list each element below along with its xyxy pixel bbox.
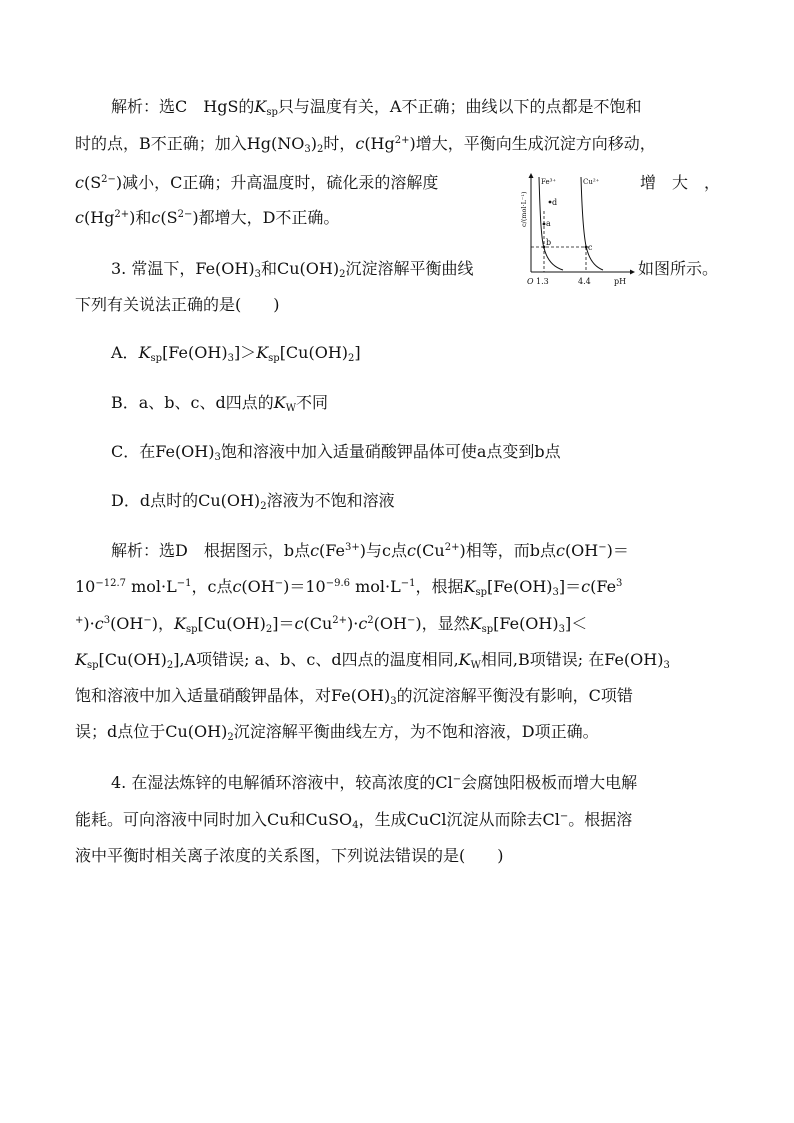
fe-label: Fe³⁺ xyxy=(541,178,557,186)
point-c xyxy=(585,246,588,249)
cu-label: Cu²⁺ xyxy=(583,178,600,186)
text-line: 解析：选C HgS的$K_{sp}$只与温度有关，A不正确；曲线以下的点都是不饱和 xyxy=(111,97,642,118)
text-line: $10^{-12.7}$ $mol\cdot L^{-1}$，c点$c(OH^-)=10^{-9.6}$ $mol\cdot L^{-1}$，根据$K_{sp}[Fe(OH)_3]=c(Fe^3$ xyxy=(75,577,623,598)
text-line: 饱和溶液中加入适量硝酸钾晶体，对$Fe(OH)_3$的沉淀溶解平衡没有影响，C项错 xyxy=(75,686,633,707)
point-b xyxy=(543,246,546,249)
text-line: $K_{sp}[Cu(OH)_2],A$项错误; a、b、c、d四点的温度相同$,K_W$相同,B项错误; 在$Fe(OH)_3$ xyxy=(75,650,670,671)
fe-curve xyxy=(539,177,563,270)
text-line: $c(S^{2-})$减小，C正确；升高温度时，硫化汞的溶解度 xyxy=(75,173,439,192)
origin-label: O xyxy=(527,277,534,286)
text-line: 4. 在湿法炼锌的电解循环溶液中，较高浓度的Cl−会腐蚀阳极板而增大电解 xyxy=(111,773,638,792)
x-axis-arrow xyxy=(630,270,635,275)
y-axis-arrow xyxy=(529,173,534,178)
text-line: 如图所示。 xyxy=(638,259,719,278)
option-b: B．a、b、c、d四点的$K_W$不同 xyxy=(111,393,328,414)
y-axis-label: c/(mol·L⁻¹) xyxy=(520,191,528,227)
x-tick-2: 4.4 xyxy=(578,277,591,286)
option-d: D．d点时的$Cu(OH)_2$溶液为不饱和溶液 xyxy=(111,491,395,512)
x-axis-label: pH xyxy=(614,277,627,286)
text-line: 时的点，B不正确；加入$Hg(NO_3)_2$时，$c(Hg^{2+})$增大，平衡向生成沉淀方向移动， xyxy=(75,134,656,155)
text-line: $c(Hg^{2+})$和$c(S^{2-})$都增大，D不正确。 xyxy=(75,208,340,227)
cu-curve xyxy=(581,177,603,270)
text-line: $^+)\cdot c^3(OH^-)$，$K_{sp}[Cu(OH)_2]=c(Cu^{2+})\cdot c^2(OH^-)$，显然$K_{sp}[Fe(OH)_3]<$ xyxy=(75,614,588,635)
text-line: 下列有关说法正确的是( ) xyxy=(75,295,280,314)
label-a: a xyxy=(546,219,551,228)
option-c: C．在$Fe(OH)_3$饱和溶液中加入适量硝酸钾晶体可使a点变到b点 xyxy=(111,442,561,463)
label-d: d xyxy=(552,198,558,207)
point-a xyxy=(543,223,546,226)
label-b: b xyxy=(546,238,552,247)
option-a: A．$K_{sp}[Fe(OH)_3]>K_{sp}[Cu(OH)_2]$ xyxy=(111,343,361,364)
text-line: 解析：选D 根据图示，b点$c(Fe^{3+})$与c点$c(Cu^{2+})$相等，而b点c(OH−)＝ xyxy=(111,541,629,560)
x-tick-1: 1.3 xyxy=(536,277,549,286)
text-line: 液中平衡时相关离子浓度的关系图，下列说法错误的是( ) xyxy=(75,846,504,865)
solubility-curve-figure xyxy=(517,172,635,290)
text-line: 能耗。可向溶液中同时加入Cu和CuSO$_4$，生成CuCl沉淀从而除去Cl−。根据溶 xyxy=(75,810,633,831)
label-c: c xyxy=(588,243,593,252)
text-line: 3. 常温下，$Fe(OH)_3$和$Cu(OH)_2$沉淀溶解平衡曲线 xyxy=(111,259,474,280)
text-line: 误；d点位于$Cu(OH)_2$沉淀溶解平衡曲线左方，为不饱和溶液，D项正确。 xyxy=(75,722,599,743)
point-d xyxy=(549,201,552,204)
text-line: 增 大 ， xyxy=(640,173,721,192)
